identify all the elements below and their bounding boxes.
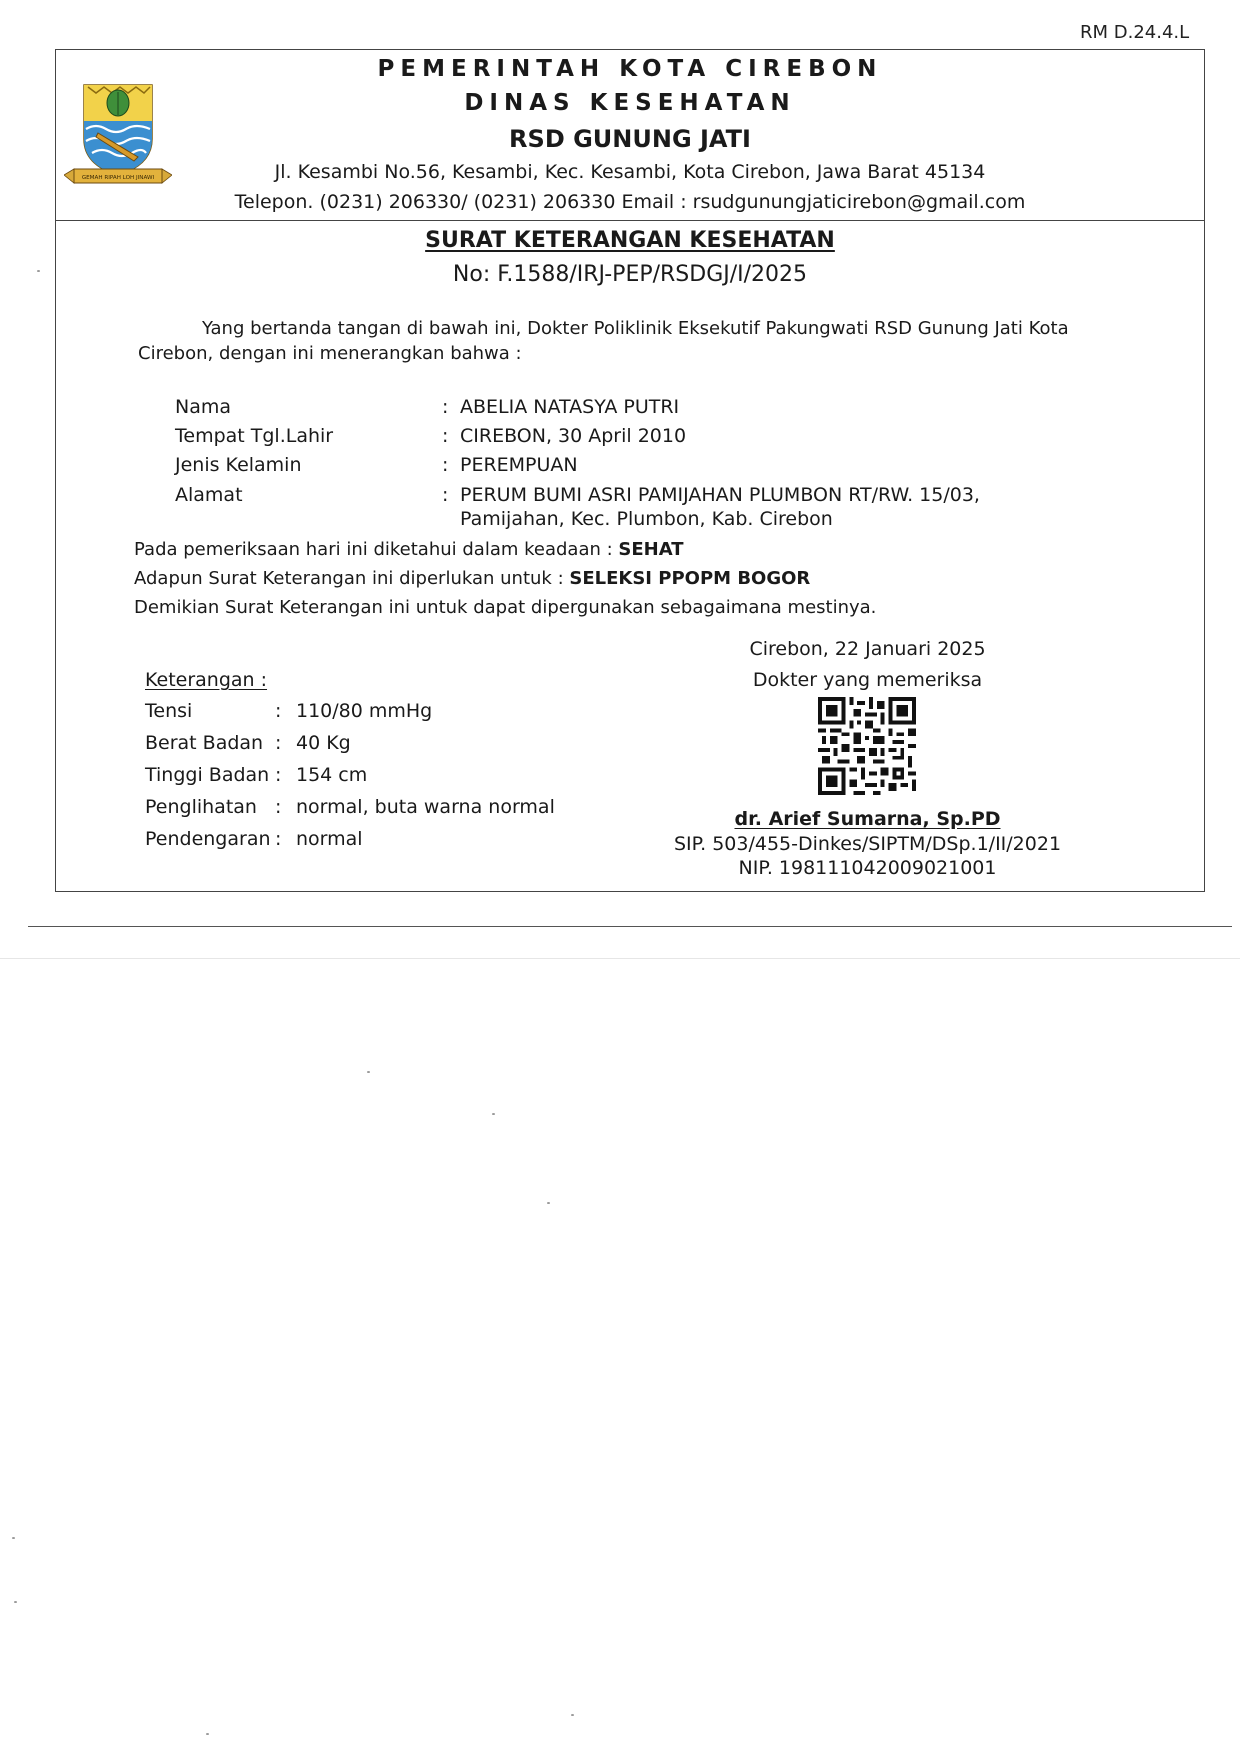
faint-rule [0,958,1240,959]
condition-text: Pada pemeriksaan hari ini diketahui dalam keadaan : [134,539,619,560]
separator: : [275,796,282,818]
document-number: No: F.1588/IRJ-PEP/RSDGJ/I/2025 [452,262,808,287]
signature-place-date: Cirebon, 22 Januari 2025 [749,638,986,660]
tinggi-value: 154 cm [296,764,368,786]
signature-role: Dokter yang memeriksa [752,669,983,691]
separator: : [442,454,449,476]
doctor-sip: SIP. 503/455-Dinkes/SIPTM/DSp.1/II/2021 [673,833,1062,855]
doctor-nip: NIP. 198111042009021001 [738,857,997,879]
scan-speck [37,270,40,272]
gender-value: PEREMPUAN [460,454,578,476]
separator: : [442,396,449,418]
closing-statement: Demikian Surat Keterangan ini untuk dapat dipergunakan sebagaimana mestinya. [134,597,877,618]
condition-value: SEHAT [618,539,684,560]
purpose-text: Adapun Surat Keterangan ini diperlukan untuk : [134,568,570,589]
tensi-label: Tensi [145,700,193,722]
address-label: Alamat [175,484,243,506]
document-title-text: SURAT KETERANGAN KESEHATAN [425,228,835,253]
berat-value: 40 Kg [296,732,351,754]
header-hospital: RSD GUNUNG JATI [509,125,751,153]
header-address: Jl. Kesambi No.56, Kesambi, Kec. Kesambi, Kota Cirebon, Jawa Barat 45134 [274,161,986,183]
patient-name-value: ABELIA NATASYA PUTRI [460,396,680,418]
form-code: RM D.24.4.L [1080,22,1190,43]
keterangan-heading: Keterangan : [145,669,268,691]
header-contact: Telepon. (0231) 206330/ (0231) 206330 Email : rsudgunungjaticirebon@gmail.com [234,191,1026,213]
letterhead-divider [56,220,1204,221]
penglihatan-label: Penglihatan [145,796,257,818]
intro-paragraph: Yang bertanda tangan di bawah ini, Dokter Poliklinik Eksekutif Pakungwati RSD Gunung Jati Kota Cirebon, dengan ini menerangkan bahwa : [138,318,1069,364]
city-coat-of-arms-logo [64,83,172,187]
separator: : [275,700,282,722]
gender-label: Jenis Kelamin [175,454,302,476]
tensi-value: 110/80 mmHg [296,700,433,722]
separator: : [275,732,282,754]
scan-speck [14,1601,17,1603]
birth-value: CIREBON, 30 April 2010 [460,425,687,447]
address-line-2: Pamijahan, Kec. Plumbon, Kab. Cirebon [460,508,833,530]
scan-speck [547,1202,550,1204]
separator: : [442,425,449,447]
separator: : [442,484,449,506]
birth-label: Tempat Tgl.Lahir [175,425,334,447]
tinggi-label: Tinggi Badan [145,764,270,786]
header-government: PEMERINTAH KOTA CIREBON [377,56,883,82]
bottom-rule [28,926,1232,927]
doctor-name: dr. Arief Sumarna, Sp.PD [734,808,1001,830]
pendengaran-value: normal [296,828,363,850]
scan-speck [571,1714,574,1716]
scan-speck [206,1733,209,1735]
header-department: DINAS KESEHATAN [464,90,796,116]
pendengaran-label: Pendengaran [145,828,271,850]
separator: : [275,828,282,850]
qr-code-signature [818,697,916,795]
scan-speck [12,1537,15,1539]
logo-motto: GEMAH RIPAH LOH JINAWI [81,175,155,181]
address-line-1: PERUM BUMI ASRI PAMIJAHAN PLUMBON RT/RW. 15/03, [460,484,980,506]
scan-speck [367,1071,370,1073]
document-title [200,228,1060,253]
scan-speck [492,1113,495,1115]
berat-label: Berat Badan [145,732,264,754]
purpose-value: SELEKSI PPOPM BOGOR [569,568,811,589]
penglihatan-value: normal, buta warna normal [296,796,555,818]
condition-statement [134,539,684,560]
purpose-statement [134,568,810,589]
separator: : [275,764,282,786]
patient-name-label: Nama [175,396,232,418]
